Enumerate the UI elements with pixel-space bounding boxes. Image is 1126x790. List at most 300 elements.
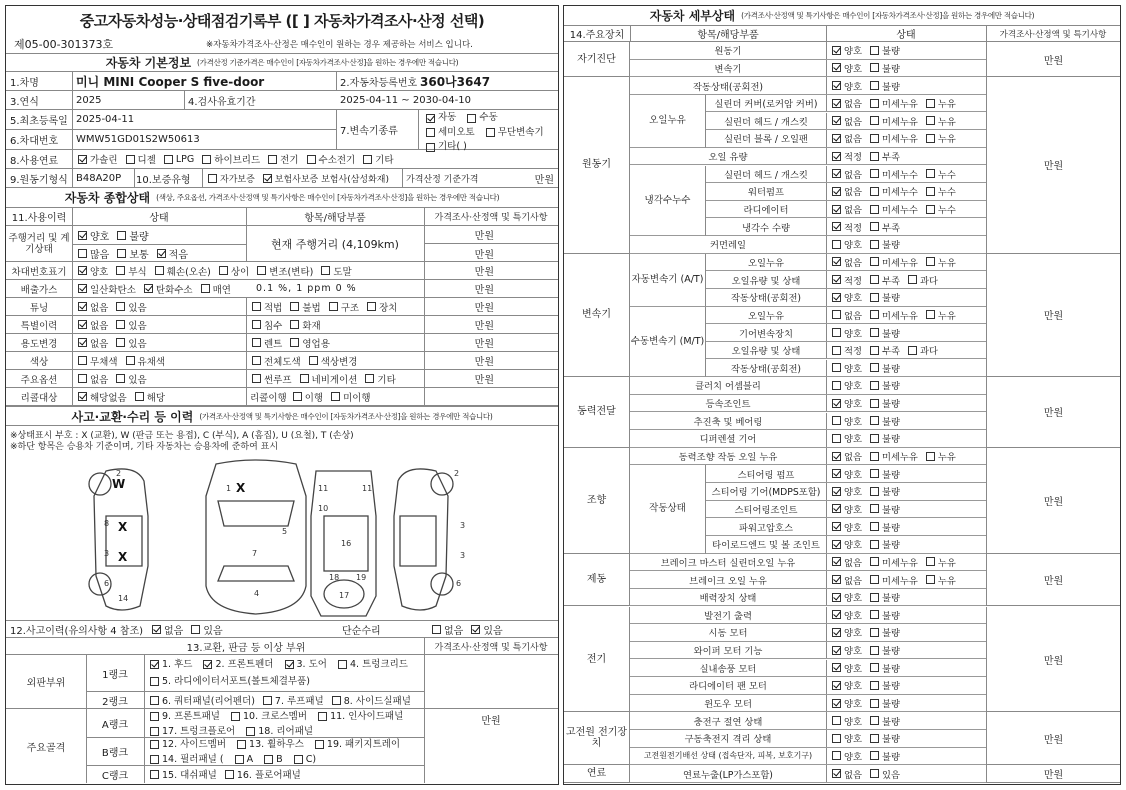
detail-state-checkbox[interactable]: [832, 310, 841, 319]
detail-state-checkbox[interactable]: [832, 293, 841, 302]
detail-state-checkbox[interactable]: [870, 99, 879, 108]
detail-row: [630, 677, 986, 695]
detail-state-checkbox[interactable]: [870, 734, 879, 743]
vin-plate-state-checkbox[interactable]: [78, 266, 87, 275]
detail-state-checkbox[interactable]: [832, 363, 841, 372]
part-floor-panel-checkbox[interactable]: [225, 770, 234, 779]
detail-row: [706, 342, 986, 360]
part-radiator-support-checkbox[interactable]: [150, 677, 159, 686]
color-label: 색상: [29, 356, 49, 368]
detail-state-label: 없음: [844, 116, 862, 128]
tuning-item-checkbox[interactable]: [252, 302, 261, 311]
svg-text:10: 10: [318, 504, 329, 513]
electric-group-label: 전기: [564, 607, 630, 713]
fuel-diesel-checkbox[interactable]: [126, 155, 135, 164]
detail-state-checkbox[interactable]: [926, 257, 935, 266]
emission-state-checkbox[interactable]: [144, 284, 153, 293]
detail-state-checkbox[interactable]: [832, 681, 841, 690]
emission-state-checkbox[interactable]: [78, 284, 87, 293]
part-hood-label: 1. 후드: [162, 659, 193, 670]
detail-row: [706, 483, 986, 501]
detail-state-label: 불량: [881, 434, 900, 446]
detail-row: [630, 765, 986, 783]
mileage-label: 주행거리 및 계기상태: [8, 232, 70, 255]
usage-item-checkbox[interactable]: [252, 338, 261, 347]
vin-plate-state-label: 양호: [90, 266, 109, 278]
detail-state-checkbox[interactable]: [870, 328, 879, 337]
detail-item: 워터펌프: [748, 187, 784, 199]
svg-text:18: 18: [329, 573, 340, 582]
mileage-high-checkbox[interactable]: [78, 249, 87, 258]
detail-state-checkbox[interactable]: [870, 434, 879, 443]
vin-plate-state-checkbox[interactable]: [321, 266, 330, 275]
detail-item: 스티어링 펌프: [737, 469, 795, 481]
detail-state-checkbox[interactable]: [870, 169, 879, 178]
detail-state-checkbox[interactable]: [870, 63, 879, 72]
detail-state-checkbox[interactable]: [832, 575, 841, 584]
first-reg-label: 5.최초등록일: [10, 116, 68, 127]
mileage-value: 현재 주행거리 (4,109km): [271, 237, 399, 251]
tuning-item-checkbox[interactable]: [329, 302, 338, 311]
trans-manual-label: 수동: [479, 112, 498, 123]
detail-row: [706, 324, 986, 342]
detail-state-checkbox[interactable]: [908, 275, 917, 284]
parts-price-heading: 가격조사·산정액 및 특기사항: [434, 642, 548, 653]
mileage-row: [6, 226, 558, 262]
rank1-label: 1랭크: [102, 669, 128, 681]
part-door-checkbox[interactable]: [285, 660, 294, 669]
detail-state-checkbox[interactable]: [870, 646, 879, 655]
detail-state-checkbox[interactable]: [870, 46, 879, 55]
special-state-checkbox[interactable]: [116, 320, 125, 329]
detail-state-checkbox[interactable]: [926, 187, 935, 196]
detail-item: 실린더 블록 / 오일팬: [724, 134, 808, 146]
detail-state-checkbox[interactable]: [832, 99, 841, 108]
rankA-label: A랭크: [101, 719, 129, 731]
usage-item-text: 영업용: [302, 338, 330, 350]
svg-text:1: 1: [226, 484, 232, 493]
detail-state-label: 부족: [881, 152, 900, 164]
detail-state-label: 양호: [844, 487, 862, 499]
detail-row: [630, 589, 986, 607]
simple-none-label: 없음: [444, 625, 464, 637]
svg-text:5: 5: [282, 527, 288, 536]
hv-system-group-label: 고전원 전기장치: [564, 712, 630, 765]
detail-state-checkbox[interactable]: [832, 328, 841, 337]
detail-row: [630, 695, 986, 713]
detail-item: 작동상태(공회전): [730, 363, 802, 375]
part-dash-panel-checkbox[interactable]: [150, 770, 159, 779]
detail-state-checkbox[interactable]: [870, 116, 879, 125]
usage-label: 용도변경: [20, 338, 58, 350]
accident-legend-1: ※상태표시 부호 : X (교환), W (판금 또는 용접), C (부식), A (흠집), U (요철), T (손상): [10, 431, 354, 441]
detail-state-checkbox[interactable]: [870, 504, 879, 513]
detail-state-checkbox[interactable]: [832, 452, 841, 461]
usage-price: 만원: [474, 339, 494, 350]
part-pillar-c-label: C): [305, 754, 317, 765]
vin-plate-row: [6, 262, 558, 280]
detail-state-checkbox[interactable]: [870, 257, 879, 266]
col-state: 상태: [149, 213, 169, 224]
fuel-electric-checkbox[interactable]: [268, 155, 277, 164]
mileage-good-checkbox[interactable]: [78, 231, 87, 240]
mileage-mid-checkbox[interactable]: [117, 249, 126, 258]
detail-state-checkbox[interactable]: [832, 205, 841, 214]
simple-none-checkbox[interactable]: [432, 625, 441, 634]
detail-state-checkbox[interactable]: [832, 716, 841, 725]
detail-state-checkbox[interactable]: [870, 487, 879, 496]
detail-item: 실린더 커버(로커암 커버): [714, 99, 818, 111]
detail-state-checkbox[interactable]: [870, 452, 879, 461]
svg-text:8: 8: [104, 519, 110, 528]
trans-auto-checkbox[interactable]: [426, 114, 435, 123]
frame-label: 주요골격: [26, 742, 66, 754]
option-item-text: 썬루프: [264, 374, 292, 386]
detail-row: [630, 712, 986, 730]
detail-state-checkbox[interactable]: [870, 699, 879, 708]
detail-row: [706, 130, 986, 148]
year-label: 3.연식: [10, 96, 39, 108]
fuel-hydrogen-checkbox[interactable]: [307, 155, 316, 164]
detail-row: [630, 571, 986, 589]
detail-state-checkbox[interactable]: [870, 575, 879, 584]
part-pillar-panel-checkbox[interactable]: [150, 755, 159, 764]
self-diag-price: 만원: [986, 42, 1120, 77]
overall-title: 자동차 종합상태: [64, 191, 151, 205]
detail-state-checkbox[interactable]: [870, 240, 879, 249]
detail-state-checkbox[interactable]: [832, 593, 841, 602]
page-title: 중고자동차성능·상태점검기록부 ([ ] 자동차가격조사·산정 선택): [79, 11, 485, 30]
option-item-checkbox[interactable]: [252, 374, 261, 383]
detail-state-checkbox[interactable]: [926, 452, 935, 461]
detail-state-checkbox[interactable]: [908, 346, 917, 355]
detail-state-checkbox[interactable]: [832, 469, 841, 478]
mark-hood: X: [236, 481, 246, 495]
detail-state-checkbox[interactable]: [832, 81, 841, 90]
detail-row: [630, 730, 986, 748]
tuning-item-checkbox[interactable]: [367, 302, 376, 311]
detail-state-checkbox[interactable]: [832, 346, 841, 355]
detail-item: 오일 유량: [708, 152, 748, 164]
part-pillar-a-checkbox[interactable]: [235, 755, 244, 764]
part-cross-member-checkbox[interactable]: [231, 712, 240, 721]
detail-item: 오일누유: [748, 310, 784, 322]
detail-state-label: 불량: [881, 628, 900, 640]
part-roof-panel-checkbox[interactable]: [263, 696, 272, 705]
detail-state-checkbox[interactable]: [832, 152, 841, 161]
part-side-member-checkbox[interactable]: [150, 740, 159, 749]
detail-state-checkbox[interactable]: [870, 751, 879, 760]
detail-state-checkbox[interactable]: [870, 205, 879, 214]
detail-state-checkbox[interactable]: [870, 81, 879, 90]
detail-row: [706, 95, 986, 113]
option-item-checkbox[interactable]: [365, 374, 374, 383]
detail-state-checkbox[interactable]: [870, 557, 879, 566]
fuel-other-checkbox[interactable]: [363, 155, 372, 164]
detail-state-label: 불량: [881, 522, 900, 534]
detail-state-checkbox[interactable]: [870, 381, 879, 390]
reg-number-label: 2.자동차등록번호: [340, 77, 418, 89]
detail-state-label: 적정: [844, 152, 862, 164]
detail-state-checkbox[interactable]: [870, 346, 879, 355]
detail-state-label: 적정: [844, 346, 862, 358]
accident-none-checkbox[interactable]: [152, 625, 161, 634]
trans-semi-checkbox[interactable]: [426, 128, 435, 137]
part-package-tray-checkbox[interactable]: [315, 740, 324, 749]
detail-state-checkbox[interactable]: [832, 434, 841, 443]
detail-state-label: 없음: [844, 169, 862, 181]
part-hood-checkbox[interactable]: [150, 660, 159, 669]
detail-item: 발전기 출력: [704, 610, 752, 622]
detail-state-checkbox[interactable]: [870, 469, 879, 478]
option-item-checkbox[interactable]: [300, 374, 309, 383]
svg-text:3: 3: [460, 551, 466, 560]
part-trunk-lid-checkbox[interactable]: [338, 660, 347, 669]
color-state-checkbox[interactable]: [126, 356, 135, 365]
car-damage-diagram: [66, 456, 516, 618]
detail-state-checkbox[interactable]: [832, 663, 841, 672]
detail-state-checkbox[interactable]: [832, 381, 841, 390]
vin-plate-state-checkbox[interactable]: [219, 266, 228, 275]
usage-state-checkbox[interactable]: [116, 338, 125, 347]
detail-state-checkbox[interactable]: [870, 681, 879, 690]
detail-state-label: 양호: [844, 363, 862, 375]
part-pillar-a-label: A: [246, 754, 254, 765]
detail-state-label: 불량: [881, 363, 900, 375]
detail-state-label: 불량: [881, 63, 900, 75]
mileage-bad-checkbox[interactable]: [117, 231, 126, 240]
option-price: 만원: [474, 375, 494, 386]
svg-text:3: 3: [104, 549, 110, 558]
part-front-panel-checkbox[interactable]: [150, 712, 159, 721]
detail-state-label: 누수: [937, 205, 956, 217]
detail-state-checkbox[interactable]: [832, 557, 841, 566]
detail-state-checkbox[interactable]: [926, 134, 935, 143]
tuning-state-checkbox[interactable]: [116, 302, 125, 311]
detail-state-checkbox[interactable]: [832, 240, 841, 249]
color-item-text: 전체도색: [264, 356, 301, 368]
recall-state-checkbox[interactable]: [135, 392, 144, 401]
detail-state-checkbox[interactable]: [926, 169, 935, 178]
detail-item: 원동기: [714, 46, 742, 58]
part-side-sill-checkbox[interactable]: [332, 696, 341, 705]
detail-state-checkbox[interactable]: [832, 116, 841, 125]
recall-item-checkbox[interactable]: [293, 392, 302, 401]
color-state-label: 유채색: [137, 356, 166, 368]
fuel-price: 만원: [986, 765, 1120, 783]
warranty-insurer-checkbox[interactable]: [263, 174, 272, 183]
detail-state-checkbox[interactable]: [832, 187, 841, 196]
special-state-label: 있음: [128, 320, 147, 332]
special-item-checkbox[interactable]: [252, 320, 261, 329]
detail-state-checkbox[interactable]: [926, 205, 935, 214]
part-wheel-house-checkbox[interactable]: [237, 740, 246, 749]
detail-state-checkbox[interactable]: [926, 99, 935, 108]
detail-state-checkbox[interactable]: [926, 557, 935, 566]
special-item-checkbox[interactable]: [290, 320, 299, 329]
part-rear-panel-checkbox[interactable]: [246, 727, 255, 736]
detail-state-checkbox[interactable]: [870, 310, 879, 319]
vin-plate-state-checkbox[interactable]: [257, 266, 266, 275]
detail-state-checkbox[interactable]: [870, 187, 879, 196]
fuel-lpg-checkbox[interactable]: [164, 155, 173, 164]
detail-state-checkbox[interactable]: [832, 504, 841, 513]
detail-state-checkbox[interactable]: [832, 751, 841, 760]
fuel-diesel-label: 디젤: [137, 155, 156, 166]
vin-plate-state-checkbox[interactable]: [155, 266, 164, 275]
recall-row: [6, 388, 558, 406]
option-state-checkbox[interactable]: [78, 374, 87, 383]
detail-state-label: 미세누유: [881, 134, 918, 146]
part-front-panel-label: 9. 프론트패널: [162, 711, 220, 722]
rank2-label: 2랭크: [102, 696, 128, 708]
detail-state-checkbox[interactable]: [832, 734, 841, 743]
detail-state-checkbox[interactable]: [870, 152, 879, 161]
inspect-value: 2025-04-11 ~ 2030-04-10: [340, 94, 471, 106]
color-item-checkbox[interactable]: [309, 356, 318, 365]
detail-state-checkbox[interactable]: [926, 310, 935, 319]
vin-plate-state-checkbox[interactable]: [116, 266, 125, 275]
detail-row: [706, 201, 986, 219]
detail-state-checkbox[interactable]: [832, 522, 841, 531]
color-state-checkbox[interactable]: [78, 356, 87, 365]
detail-state-checkbox[interactable]: [870, 716, 879, 725]
warranty-label: 10.보증유형: [136, 174, 191, 186]
detail-state-checkbox[interactable]: [832, 487, 841, 496]
detail-state-checkbox[interactable]: [832, 63, 841, 72]
part-pillar-c-checkbox[interactable]: [294, 755, 303, 764]
part-wheel-house-label: 13. 휠하우스: [249, 739, 304, 750]
trans-semi-label: 세미오토: [438, 126, 475, 138]
detail-state-checkbox[interactable]: [832, 46, 841, 55]
detail-state-checkbox[interactable]: [870, 610, 879, 619]
detail-state-checkbox[interactable]: [870, 134, 879, 143]
detail-state-label: 있음: [881, 769, 900, 781]
warranty-options: [202, 169, 402, 187]
detail-state-checkbox[interactable]: [832, 646, 841, 655]
detail-state-checkbox[interactable]: [926, 575, 935, 584]
detail-state-checkbox[interactable]: [832, 416, 841, 425]
col-price: 가격조사·산정액 및 특기사항: [434, 213, 548, 223]
part-inside-panel-checkbox[interactable]: [318, 712, 327, 721]
mileage-high-label: 많음: [90, 249, 110, 261]
detail-state-checkbox[interactable]: [870, 363, 879, 372]
detail-state-checkbox[interactable]: [870, 416, 879, 425]
recall-item-checkbox[interactable]: [331, 392, 340, 401]
detail-state-label: 없음: [844, 575, 862, 587]
mark-left-front-door: X: [118, 520, 128, 534]
mileage-price-1: 만원: [424, 226, 558, 244]
fuel-hybrid-checkbox[interactable]: [202, 155, 211, 164]
color-item-checkbox[interactable]: [252, 356, 261, 365]
part-trunk-floor-checkbox[interactable]: [150, 727, 159, 736]
detail-state-checkbox[interactable]: [870, 769, 879, 778]
detail-state-checkbox[interactable]: [870, 293, 879, 302]
detail-state-checkbox[interactable]: [832, 169, 841, 178]
tuning-item-checkbox[interactable]: [290, 302, 299, 311]
usage-state-label: 없음: [90, 338, 109, 350]
detail-state-checkbox[interactable]: [870, 222, 879, 231]
detail-state-checkbox[interactable]: [832, 134, 841, 143]
detail-row: [630, 42, 986, 60]
special-row: [6, 316, 558, 334]
recall-state-checkbox[interactable]: [78, 392, 87, 401]
detail-state-checkbox[interactable]: [832, 628, 841, 637]
detail-state-checkbox[interactable]: [832, 275, 841, 284]
detail-state-label: 양호: [844, 240, 862, 252]
usage-item-checkbox[interactable]: [290, 338, 299, 347]
detail-state-checkbox[interactable]: [870, 399, 879, 408]
emission-state-checkbox[interactable]: [201, 284, 210, 293]
detail-state-checkbox[interactable]: [832, 699, 841, 708]
detail-state-label: 부족: [881, 275, 900, 287]
detail-state-label: 불량: [881, 487, 900, 499]
usage-state-checkbox[interactable]: [78, 338, 87, 347]
part-quarter-panel-checkbox[interactable]: [150, 696, 159, 705]
trans-manual-checkbox[interactable]: [467, 114, 476, 123]
electric-price: 만원: [986, 607, 1120, 713]
part-front-fender-checkbox[interactable]: [203, 660, 212, 669]
detail-state-checkbox[interactable]: [870, 275, 879, 284]
recall-item-text: 미이행: [343, 392, 371, 404]
mileage-low-checkbox[interactable]: [157, 249, 166, 258]
detail-item: 시동 모터: [708, 628, 748, 640]
accident-heading: [6, 406, 558, 426]
detail-state-label: 누수: [937, 187, 956, 199]
color-row: [6, 352, 558, 370]
detail-heading: [564, 6, 1120, 26]
part-floor-panel-label: 16. 플로어패널: [236, 770, 301, 781]
tuning-state-checkbox[interactable]: [78, 302, 87, 311]
detail-state-checkbox[interactable]: [832, 610, 841, 619]
detail-state-checkbox[interactable]: [870, 663, 879, 672]
power-train-group-label: 동력전달: [564, 377, 630, 448]
detail-state-checkbox[interactable]: [832, 769, 841, 778]
fuel-gasoline-checkbox[interactable]: [78, 155, 87, 164]
detail-state-label: 누유: [937, 99, 956, 111]
part-trunk-lid-label: 4. 트렁크리드: [349, 659, 408, 670]
detail-state-checkbox[interactable]: [926, 116, 935, 125]
detail-item: 작동상태(공회전): [730, 293, 802, 305]
part-pillar-b-checkbox[interactable]: [264, 755, 273, 764]
detail-state-checkbox[interactable]: [870, 522, 879, 531]
accident-yes-checkbox[interactable]: [191, 625, 200, 634]
option-state-checkbox[interactable]: [116, 374, 125, 383]
svg-text:3: 3: [460, 521, 466, 530]
emission-price: 만원: [474, 285, 494, 296]
detail-state-checkbox[interactable]: [832, 540, 841, 549]
trans-cvt-checkbox[interactable]: [486, 128, 495, 137]
detail-state-checkbox[interactable]: [832, 257, 841, 266]
special-state-checkbox[interactable]: [78, 320, 87, 329]
detail-row: [630, 395, 986, 413]
detail-state-label: 양호: [844, 504, 862, 516]
detail-state-checkbox[interactable]: [832, 222, 841, 231]
svg-text:7: 7: [252, 549, 258, 558]
part-dash-panel-label: 15. 대쉬패널: [162, 770, 217, 781]
detail-state-checkbox[interactable]: [870, 593, 879, 602]
detail-state-checkbox[interactable]: [870, 628, 879, 637]
warranty-self-checkbox[interactable]: [208, 174, 217, 183]
detail-item: 실린더 헤드 / 개스킷: [724, 116, 808, 128]
detail-item: 클러치 어셈블리: [695, 381, 761, 393]
detail-state-checkbox[interactable]: [832, 399, 841, 408]
simple-yes-checkbox[interactable]: [471, 625, 480, 634]
recall-state-label: 해당없음: [90, 392, 127, 404]
detail-state-label: 미세누수: [881, 187, 918, 199]
simple-repair-label: 단순수리: [342, 625, 381, 637]
detail-state-checkbox[interactable]: [870, 540, 879, 549]
